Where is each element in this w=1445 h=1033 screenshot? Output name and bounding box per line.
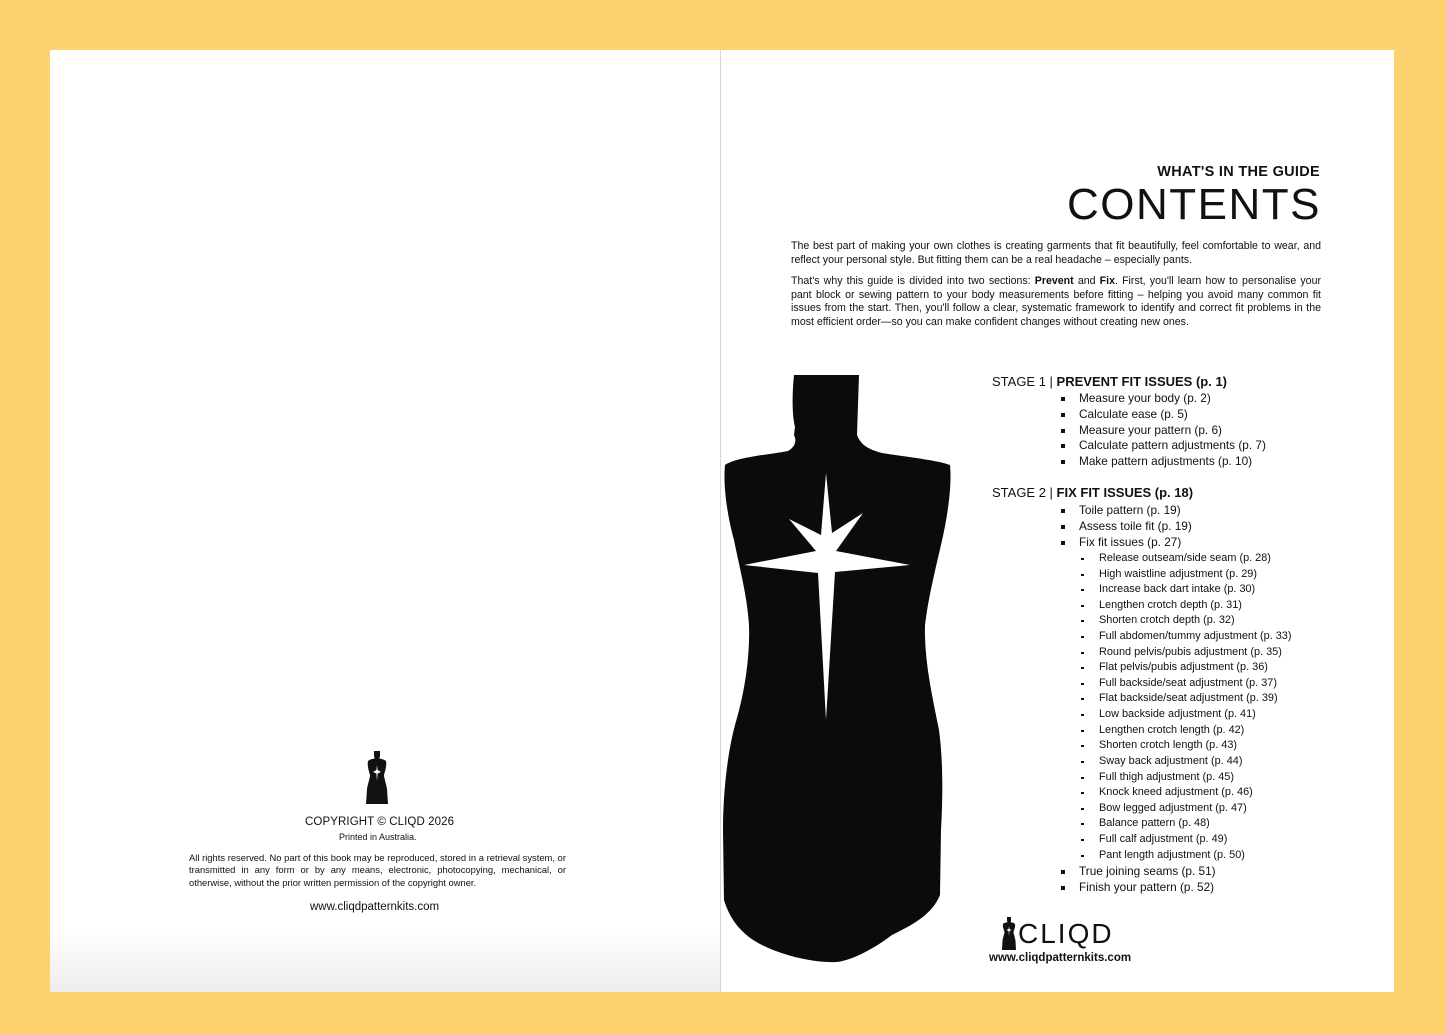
toc-subitem[interactable]: Lengthen crotch depth (p. 31) bbox=[1080, 598, 1292, 614]
toc-item[interactable]: Make pattern adjustments (p. 10) bbox=[1060, 454, 1266, 470]
printed-in: Printed in Australia. bbox=[339, 832, 417, 842]
toc-subitem[interactable]: Knock kneed adjustment (p. 46) bbox=[1080, 785, 1292, 801]
toc-item[interactable]: Assess toile fit (p. 19) bbox=[1060, 519, 1192, 535]
stage-2-list-end bbox=[1060, 864, 1216, 896]
toc-subitem[interactable]: Shorten crotch length (p. 43) bbox=[1080, 738, 1292, 754]
stage-1-heading: STAGE 1 | PREVENT FIT ISSUES (p. 1) bbox=[992, 374, 1228, 389]
toc-subitem[interactable]: Bow legged adjustment (p. 47) bbox=[1080, 801, 1292, 817]
toc-subitem[interactable]: Balance pattern (p. 48) bbox=[1080, 816, 1292, 832]
page-title: CONTENTS bbox=[1067, 180, 1321, 229]
toc-subitem[interactable]: Sway back adjustment (p. 44) bbox=[1080, 754, 1292, 770]
toc-item[interactable]: True joining seams (p. 51) bbox=[1060, 864, 1216, 880]
toc-subitem[interactable]: Increase back dart intake (p. 30) bbox=[1080, 582, 1292, 598]
book-spine bbox=[720, 50, 721, 992]
dress-form-icon bbox=[1001, 917, 1017, 951]
intro-paragraph-2: That's why this guide is divided into two sections: Prevent and Fix. First, you'll learn how to personalise your pant block or sewing pattern to your body measurements before fitting – helping you avoid many common fit issues from the start. Then, you'll follow a clear, systematic framework to identify and correct fit problems in the most efficient order—so you can make confident changes without creating new ones. bbox=[791, 275, 1321, 328]
toc-subitem[interactable]: Release outseam/side seam (p. 28) bbox=[1080, 551, 1292, 567]
left-page bbox=[50, 50, 720, 992]
fix-issues-sublist bbox=[1080, 551, 1292, 863]
toc-subitem[interactable]: Full abdomen/tummy adjustment (p. 33) bbox=[1080, 629, 1292, 645]
toc-item[interactable]: Calculate ease (p. 5) bbox=[1060, 407, 1266, 423]
page-shadow bbox=[50, 930, 720, 992]
intro-paragraph-1: The best part of making your own clothes is creating garments that fit beautifully, feel comfortable to wear, and reflect your personal style. But fitting them can be a real headache – especially pants. bbox=[791, 240, 1321, 266]
fix-keyword: Fix bbox=[1099, 275, 1115, 287]
stage-2-heading: STAGE 2 | FIX FIT ISSUES (p. 18) bbox=[992, 485, 1194, 500]
toc-subitem[interactable]: Full thigh adjustment (p. 45) bbox=[1080, 770, 1292, 786]
dress-form-icon bbox=[365, 751, 389, 805]
toc-subitem[interactable]: Pant length adjustment (p. 50) bbox=[1080, 848, 1292, 864]
website-link-right[interactable]: www.cliqdpatternkits.com bbox=[989, 952, 1132, 964]
stage-1-list bbox=[1060, 391, 1266, 470]
copyright-notice: COPYRIGHT © CLIQD 2026 bbox=[305, 816, 455, 828]
toc-subitem[interactable]: Round pelvis/pubis adjustment (p. 35) bbox=[1080, 645, 1292, 661]
dress-form-icon bbox=[722, 375, 952, 970]
toc-subitem[interactable]: Full backside/seat adjustment (p. 37) bbox=[1080, 676, 1292, 692]
toc-subitem[interactable]: Flat pelvis/pubis adjustment (p. 36) bbox=[1080, 660, 1292, 676]
rights-statement: All rights reserved. No part of this book may be reproduced, stored in a retrieval system, or transmitted in any form or by any means, electronic, photocopying, mechanical, or otherwise, without the prior written permission of the copyright owner. bbox=[189, 852, 566, 888]
toc-item[interactable]: Measure your pattern (p. 6) bbox=[1060, 423, 1266, 439]
toc-item[interactable]: Calculate pattern adjustments (p. 7) bbox=[1060, 438, 1266, 454]
brand-logo-text: CLIQD bbox=[1018, 918, 1114, 949]
toc-subitem[interactable]: Flat backside/seat adjustment (p. 39) bbox=[1080, 691, 1292, 707]
toc-subitem[interactable]: Low backside adjustment (p. 41) bbox=[1080, 707, 1292, 723]
section-eyebrow: WHAT'S IN THE GUIDE bbox=[1157, 164, 1320, 180]
toc-subitem[interactable]: Full calf adjustment (p. 49) bbox=[1080, 832, 1292, 848]
toc-item[interactable]: Finish your pattern (p. 52) bbox=[1060, 880, 1216, 896]
toc-subitem[interactable]: High waistline adjustment (p. 29) bbox=[1080, 567, 1292, 583]
toc-item[interactable]: Measure your body (p. 2) bbox=[1060, 391, 1266, 407]
toc-subitem[interactable]: Lengthen crotch length (p. 42) bbox=[1080, 723, 1292, 739]
toc-item[interactable]: Fix fit issues (p. 27) bbox=[1060, 535, 1192, 551]
toc-item[interactable]: Toile pattern (p. 19) bbox=[1060, 503, 1192, 519]
stage-2-list bbox=[1060, 503, 1192, 550]
website-link-left[interactable]: www.cliqdpatternkits.com bbox=[310, 901, 440, 913]
prevent-keyword: Prevent bbox=[1034, 275, 1074, 287]
toc-subitem[interactable]: Shorten crotch depth (p. 32) bbox=[1080, 613, 1292, 629]
